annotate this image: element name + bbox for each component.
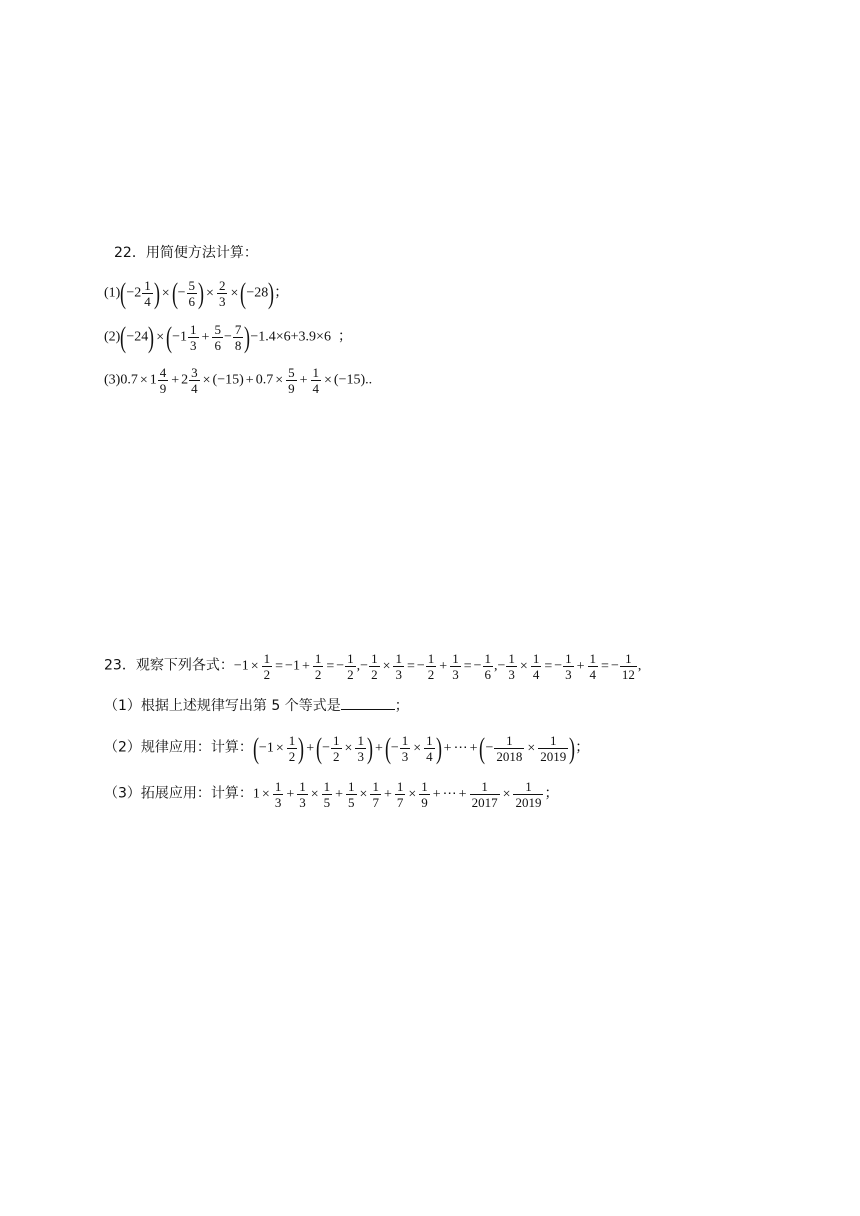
question-22-title-text: 22．用简便方法计算： [114,245,258,261]
part-3-suffix: .. [365,372,373,388]
question-22-part-2: (2)(−24) ×(−1 $\frac{1}{3}$ + $\frac{5}{6}$ − $\frac{7}{8}$ )−1.4×6+3.9×6 ； [104,320,352,354]
question-23-title: 23．观察下列各式：−1 × $\frac{1}{2}$ = −1 + $\frac{1}{2}$ = − $\frac{1}{2}$ ,− $\frac{1}{2}$ × $\frac{1}{3}$ = − $\frac{1}{2}$ + $\frac{1}{3}$ = − $\frac{1}{6}$ ,− $\frac{1}{3}$ × $\frac{1}{4}$ = − $\frac{1}{3}$ + $\frac{1}{4}$ = − $\frac{1}{12}$ , [104,651,642,682]
question-23-part-2: （2）规律应用：计算：(−1 × $\frac{1}{2}$ ) +(− $\frac{1}{2}$ × $\frac{1}{3}$ ) +(− $\frac{1}{3}$ × $\frac{1}{4}$ ) + ⋯ +(− $\frac{1}{2018}$ × $\frac{1}{2019}$ )； [104,731,590,765]
question-22-part-3: (3)0.7 × 1 $\frac{4}{9}$ + 2 $\frac{3}{4}$ × (−15) + 0.7 × $\frac{5}{9}$ + $\frac{1}{4}$ × (−15).. [104,365,373,396]
part-3-label: (3) [104,372,121,388]
question-23-title-text: 23．观察下列各式： [104,657,234,674]
q23-part-2-text: （2）规律应用：计算： [104,739,253,756]
part-2-label: (2) [104,329,121,345]
part-1-label: (1) [104,285,121,301]
part-1-suffix: ； [274,284,289,301]
q23-part-1-text: （1）根据上述规律写出第 5 个等式是 [104,698,341,714]
question-22-part-1: (1)(−2 $\frac{1}{4}$ ) ×(− $\frac{5}{6}$ ) × $\frac{2}{3}$ ×(−28)； [104,276,289,310]
q23-part-3-text: （3）拓展应用：计算： [104,785,253,802]
question-23-part-3: （3）拓展应用：计算：1 × $\frac{1}{3}$ + $\frac{1}{3}$ × $\frac{1}{5}$ + $\frac{1}{5}$ × $\frac{1}{7}$ + $\frac{1}{7}$ × $\frac{1}{9}$ + ⋯ + $\frac{1}{2017}$ × $\frac{1}{2019}$ ； [104,779,559,810]
q23-part-2-suffix: ； [575,739,590,756]
part-2-suffix: ； [337,328,352,345]
answer-blank [341,697,395,710]
part-2-tail: −1.4×6+3.9×6 [250,329,331,345]
question-23-part-1 [104,697,409,714]
q23-part-1-suffix: ； [394,698,409,714]
q23-part-3-suffix: ； [544,785,559,802]
question-22-title [114,246,258,261]
